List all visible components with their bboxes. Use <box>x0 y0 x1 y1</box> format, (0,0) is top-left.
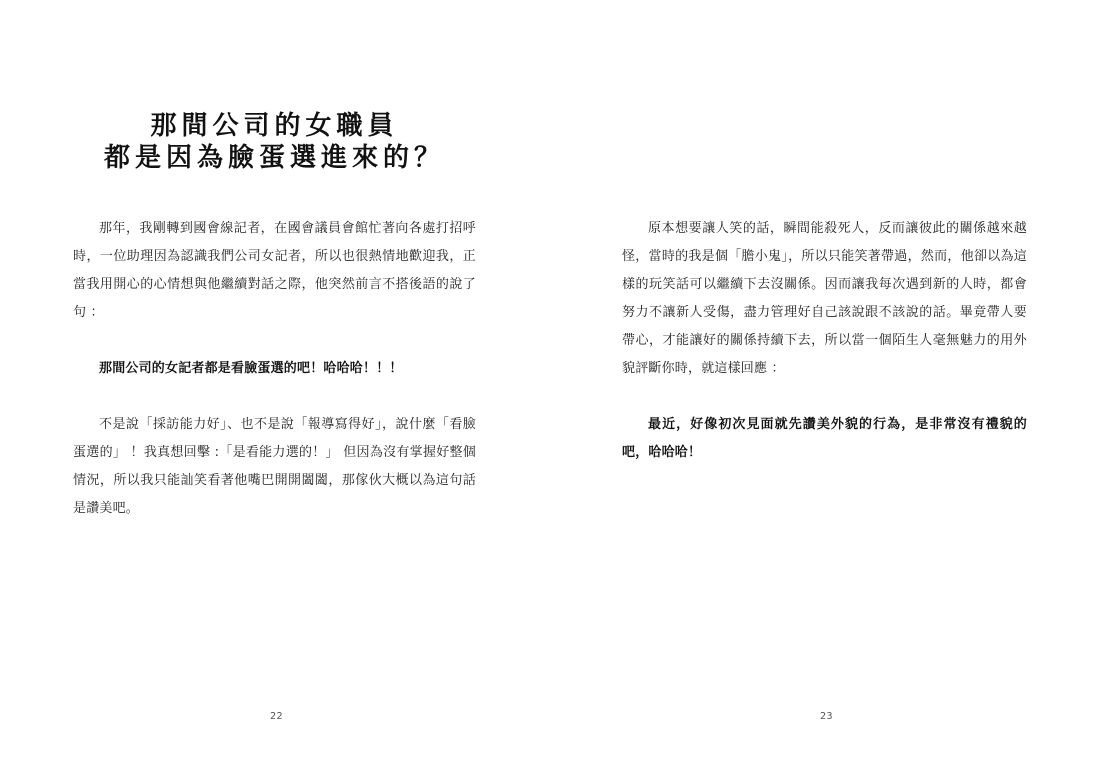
chapter-title-line-2: 都是因為臉蛋選進來的？ <box>103 143 445 173</box>
paragraph: 原本想要讓人笑的話，瞬間能殺死人，反而讓彼此的關係越來越怪，當時的我是個「膽小鬼」，所以只能笑著帶過，然而，他卻以為這樣的玩笑話可以繼續下去沒關係。因而讓我每次遇到新的人時，都會努力不讓新人受傷，盡力管理好自己該說跟不該說的話。畢竟帶人要帶心，才能讓好的關係持續下去，所以當一個陌生人毫無魅力的用外貌評斷你時，就這樣回應 ： <box>622 221 1027 376</box>
paragraph: 那年，我剛轉到國會線記者，在國會議員會館忙著向各處打招呼時，一位助理因為認識我們公司女記者，所以也很熱情地歡迎我，正當我用開心的心情想與他繼續對話之際，他突然前言不搭後語的說了句 ： <box>73 221 476 320</box>
paragraph: 不是說「採訪能力好」、也不是說「報導寫得好」，說什麼「看臉蛋選的」 ！我真想回擊 :「是看能力選的！」 但因為沒有掌握好整個情況，所以我只能訕笑看著他嘴巴開開闔闔，那傢伙大概以為這句話是讚美吧。 <box>73 417 476 516</box>
paragraph-spacer <box>622 383 1027 411</box>
page-number: 22 <box>270 711 284 722</box>
page-number: 23 <box>820 711 834 722</box>
suggested-reply: 最近，好像初次見面就先讚美外貌的行為，是非常沒有禮貌的吧，哈哈哈！ <box>622 417 1027 460</box>
right-page <box>550 0 1100 781</box>
paragraph-spacer <box>73 383 476 411</box>
chapter-title-line-1: 那間公司的女職員 <box>150 111 399 141</box>
quoted-remark: 那間公司的女記者都是看臉蛋選的吧！哈哈哈！！！ <box>99 361 403 376</box>
paragraph-spacer <box>73 327 476 355</box>
right-body-text <box>622 215 1027 467</box>
left-body-text <box>73 215 476 523</box>
chapter-title <box>73 110 476 174</box>
